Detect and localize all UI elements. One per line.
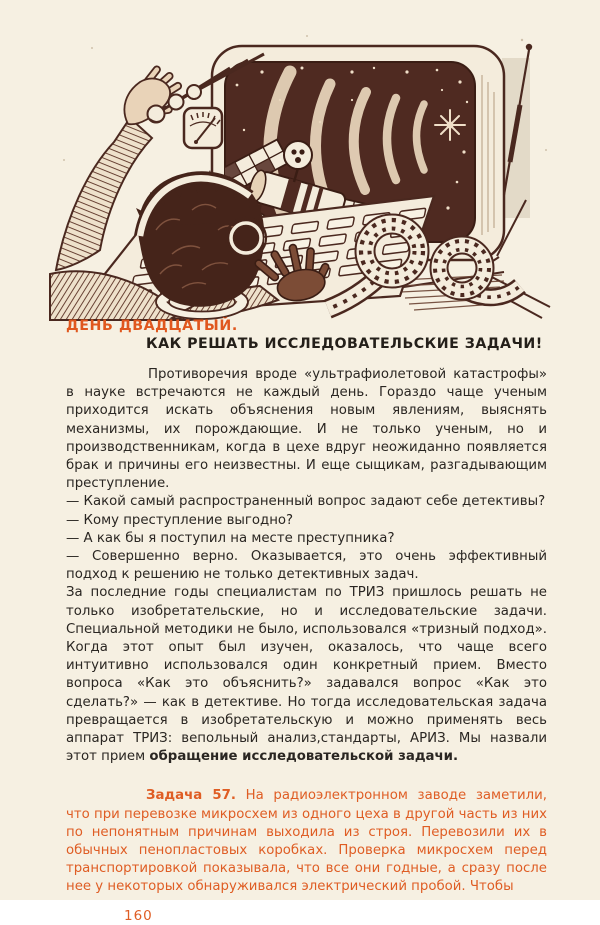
page-text [66, 318, 547, 925]
dialogue-line: — А как бы я поступил на месте преступника? [66, 530, 395, 546]
intro-paragraph: Противоречия вроде «ультрафиолетовой катастрофы» в науке встречаются не каждый день. Гораздо чаще ученым приходится искать объяснения новым явлениям, выяснять механизмы, их порождающие. И не только ученым, но и производственникам, когда в цехе вдруг неожиданно появляется брак и причины его неизвестны. И еще сыщикам, разгадывающим преступление. [66, 367, 547, 492]
page-number: 160 [124, 907, 153, 924]
dialogue-line: — Совершенно верно. Оказывается, это очень эффективный подход к решению не только детективных задач. [66, 549, 547, 583]
triz-paragraph-text: За последние годы специалистам по ТРИЗ пришлось решать не только изобретательские, но и исследовательские задачи. Специальной методики не было, использовался «тризный подход». Когда этот опыт был изучен, оказалось, что чаще всего интуитивно использовался один конкретный прием. Вместо вопроса «Как это объяснить?» задавался вопрос «Как это сделать?» — как в детективе. Но тогда исследовательская задача превращается в изобретательскую и можно применять весь аппарат ТРИЗ: вепольный анализ,стандарты, АРИЗ. Мы назвали этот прием [66, 585, 547, 765]
triz-paragraph [66, 584, 547, 766]
triz-paragraph-bold: обращение исследовательской задачи. [149, 749, 459, 765]
dialogue-block [66, 493, 547, 584]
dialogue-line: — Кому преступление выгодно? [66, 512, 294, 528]
task-paragraph [66, 787, 547, 896]
task-label: Задача 57. [146, 788, 236, 804]
task-text: На радиоэлектронном заводе заметили, что при перевозке микросхем из одного цеха в другой часть из них по непонятным причинам выходила из строя. Перевозили их в обычных пенопластовых коробках. Проверка микросхем перед транспортировкой показывала, что все они годные, а сразу после нее у некоторых обнаруживался электрический пробой. Чтобы [66, 788, 547, 895]
illustration [52, 30, 552, 318]
chapter-heading-line1: ДЕНЬ ДВАДЦАТЫЙ. [66, 318, 238, 334]
chapter-heading-line2: КАК РЕШАТЬ ИССЛЕДОВАТЕЛЬСКИЕ ЗАДАЧИ! [146, 336, 543, 352]
book-illustration-svg [52, 30, 552, 318]
gauge-icon [184, 108, 222, 148]
dialogue-line: — Какой самый распространенный вопрос задают себе детективы? [66, 494, 546, 510]
